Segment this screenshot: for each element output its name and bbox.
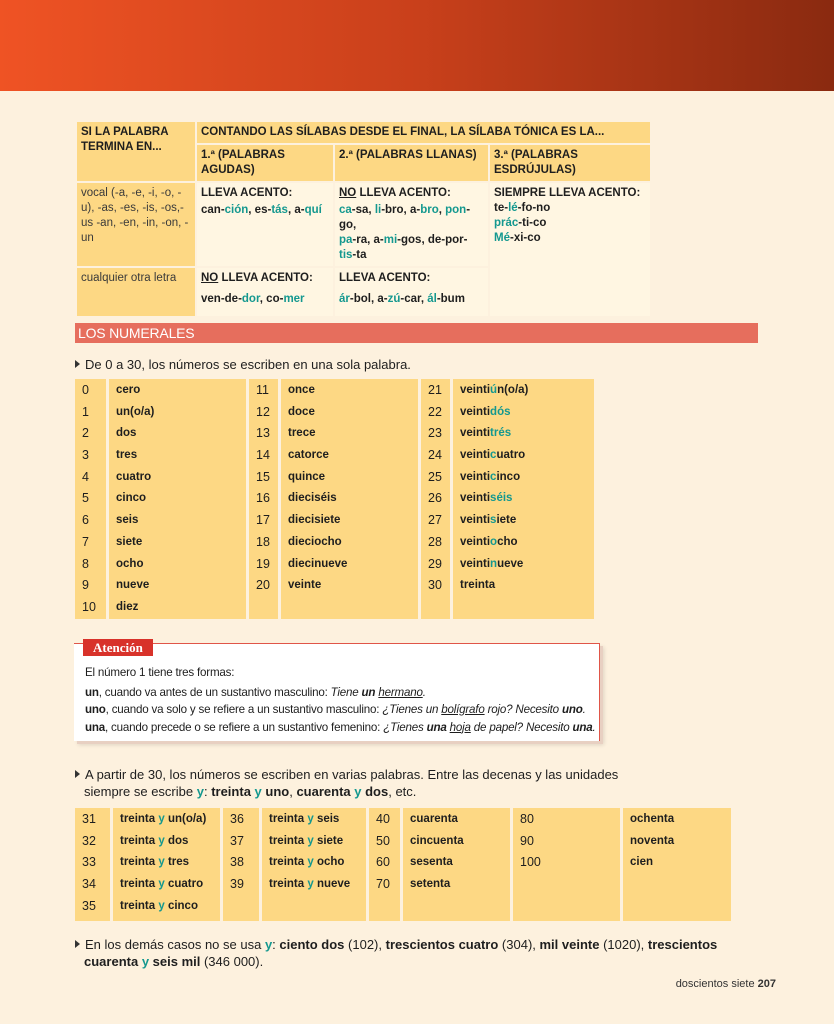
- number-word: doce: [288, 405, 315, 418]
- words-col-36-39: [262, 808, 366, 921]
- number-digit: 13: [256, 426, 270, 441]
- number-digit: 12: [256, 404, 270, 419]
- header-word-ending: SI LA PALABRA TERMINA EN...: [77, 122, 195, 181]
- bullet-text-line2: siempre se escribe y: treinta y uno, cuarenta y dos, etc.: [84, 784, 417, 799]
- rule-llanas-vowel: [339, 186, 484, 201]
- number-digit: 15: [256, 469, 270, 484]
- examples-llanas-vowel: ca-sa, li-bro, a-bro, pon-go, pa-ra, a-mi-gos, de-por-tis-ta: [339, 204, 471, 261]
- number-word: siete: [116, 535, 143, 548]
- number-digit: 80: [520, 812, 534, 826]
- bullet-other-cases: [75, 936, 717, 970]
- number-digit: 23: [428, 426, 442, 441]
- bullet-text: A partir de 30, los números se escriben en varias palabras. Entre las decenas y las unidades: [85, 767, 619, 782]
- number-digit: 34: [82, 877, 96, 892]
- number-word: sesenta: [410, 856, 453, 869]
- number-word: cien: [630, 856, 654, 869]
- numbers-col-36-39: [223, 808, 259, 921]
- number-word: treinta y seis: [269, 813, 340, 825]
- row-other-label: cualquier otra letra: [77, 268, 195, 316]
- bullet-text-line2: cuarenta y seis mil (346 000).: [84, 954, 264, 969]
- number-word: veinticuatro: [460, 449, 526, 462]
- number-word: veintiún(o/a): [460, 384, 529, 396]
- number-word: veintiséis: [460, 492, 513, 505]
- attention-intro: El número 1 tiene tres formas:: [85, 666, 235, 679]
- number-digit: 60: [376, 855, 390, 870]
- numbers-31-plus-grid: [75, 808, 731, 921]
- number-word: veinte: [288, 579, 322, 592]
- number-word: treinta y un(o/a): [120, 813, 207, 825]
- examples-llanas-other: ár-bol, a-zú-car, ál-bum: [339, 293, 465, 305]
- number-digit: 31: [82, 812, 96, 826]
- number-digit: 6: [82, 513, 89, 528]
- number-digit: 4: [82, 469, 89, 484]
- numbers-col-80-100: [513, 808, 620, 921]
- number-word: treinta y cinco: [120, 899, 198, 912]
- number-word: treinta y cuatro: [120, 878, 204, 891]
- header-main: CONTANDO LAS SÍLABAS DESDE EL FINAL, LA SÍLABA TÓNICA ES LA...: [197, 122, 650, 143]
- words-col-11-20: [281, 379, 418, 619]
- number-digit: 37: [230, 833, 244, 848]
- rule-llanas-other: LLEVA ACENTO:: [339, 272, 431, 284]
- attention-body: [85, 664, 596, 736]
- number-digit: 24: [428, 448, 442, 463]
- number-word: catorce: [288, 449, 329, 462]
- number-word: un(o/a): [116, 405, 155, 418]
- triangle-bullet-icon: [75, 360, 80, 368]
- number-digit: 28: [428, 534, 442, 549]
- header-agudas: 1.ª (PALABRAS AGUDAS): [197, 145, 333, 181]
- rule-agudas-other: [201, 271, 329, 286]
- number-word: cuarenta: [410, 813, 458, 825]
- number-word: veintiocho: [460, 535, 518, 548]
- stress-rules-table: [75, 120, 652, 318]
- number-digit: 19: [256, 556, 270, 571]
- numbers-col-40-70: [369, 808, 400, 921]
- number-word: veintinueve: [460, 557, 524, 570]
- number-digit: 10: [82, 599, 96, 614]
- number-word: diecisiete: [288, 514, 341, 527]
- triangle-bullet-icon: [75, 940, 80, 948]
- attention-tag: Atención: [83, 639, 153, 656]
- bullet-from-30: [75, 766, 618, 800]
- triangle-bullet-icon: [75, 770, 80, 778]
- number-word: cero: [116, 384, 141, 396]
- number-digit: 30: [428, 578, 442, 593]
- number-digit: 18: [256, 534, 270, 549]
- number-word: dieciséis: [288, 492, 337, 505]
- words-col-40-70: [403, 808, 510, 921]
- attention-box: [74, 640, 600, 741]
- number-digit: 8: [82, 556, 89, 571]
- number-digit: 2: [82, 426, 89, 441]
- number-word: treinta y tres: [120, 856, 190, 869]
- number-digit: 14: [256, 448, 270, 463]
- number-word: treinta y dos: [120, 834, 189, 847]
- number-word: quince: [288, 470, 326, 483]
- number-digit: 16: [256, 491, 270, 506]
- number-word: dieciocho: [288, 535, 342, 548]
- number-digit: 26: [428, 491, 442, 506]
- number-word: ocho: [116, 557, 144, 570]
- number-word: veintidós: [460, 405, 511, 418]
- cell-llanas-other: [335, 268, 488, 316]
- header-esdrujulas: 3.ª (PALABRAS ESDRÚJULAS): [490, 145, 650, 181]
- number-word: treinta y nueve: [269, 878, 351, 891]
- number-digit: 35: [82, 898, 96, 913]
- words-col-0-10: [109, 379, 246, 619]
- words-col-31-35: [113, 808, 220, 921]
- rule-no: NO: [339, 187, 357, 199]
- number-digit: 100: [520, 855, 541, 870]
- bullet-0-30: [75, 356, 411, 373]
- section-title: LOS NUMERALES: [75, 323, 758, 343]
- number-word: cincuenta: [410, 834, 464, 847]
- examples-esdrujulas: te-lé-fo-no prác-ti-co Mé-xi-co: [494, 202, 551, 244]
- number-digit: 22: [428, 404, 442, 419]
- number-digit: 21: [428, 383, 442, 397]
- page-footer: [676, 978, 776, 990]
- number-digit: 20: [256, 578, 270, 593]
- number-digit: 27: [428, 513, 442, 528]
- number-word: tres: [116, 449, 138, 462]
- number-digit: 50: [376, 833, 390, 848]
- number-digit: 36: [230, 812, 244, 826]
- number-word: treinta: [460, 579, 496, 592]
- number-word: veintitrés: [460, 427, 512, 440]
- words-col-21-30: [453, 379, 594, 619]
- row-vowel-label: vocal (-a, -e, -i, -o, -u), -as, -es, -is, -os,-us -an, -en, -in, -on, -un: [77, 183, 195, 266]
- cell-agudas-other: [197, 268, 333, 316]
- numbers-col-21-30: [421, 379, 450, 619]
- number-word: nueve: [116, 579, 150, 592]
- number-word: trece: [288, 427, 316, 440]
- numbers-col-0-10: [75, 379, 106, 619]
- rule-esdrujulas: SIEMPRE LLEVA ACENTO:: [494, 187, 641, 199]
- number-word: treinta y siete: [269, 834, 344, 847]
- number-word: noventa: [630, 834, 675, 847]
- number-digit: 70: [376, 877, 390, 892]
- number-word: diecinueve: [288, 557, 348, 570]
- number-word: diez: [116, 600, 139, 613]
- number-word: dos: [116, 427, 137, 440]
- cell-esdrujulas: [490, 183, 650, 316]
- number-digit: 40: [376, 812, 390, 826]
- cell-agudas-vowel: [197, 183, 333, 266]
- footer-text: doscientos siete: [675, 978, 755, 990]
- number-digit: 29: [428, 556, 442, 571]
- number-digit: 25: [428, 469, 442, 484]
- number-digit: 32: [82, 833, 96, 848]
- number-digit: 90: [520, 833, 534, 848]
- number-digit: 0: [82, 383, 89, 397]
- examples-agudas-other: ven-de-dor, co-mer: [201, 293, 305, 305]
- number-digit: 7: [82, 534, 89, 549]
- number-word: veintisiete: [460, 514, 517, 527]
- numbers-col-31-35: [75, 808, 110, 921]
- attention-line-un: un, cuando va antes de un sustantivo masculino: Tiene un hermano.: [85, 685, 426, 699]
- page-number: 207: [757, 978, 776, 990]
- numbers-0-30-grid: [75, 379, 594, 619]
- rule-rest: LLEVA ACENTO:: [356, 187, 451, 199]
- number-word: treinta y ocho: [269, 856, 345, 869]
- top-banner: [0, 0, 834, 91]
- header-llanas: 2.ª (PALABRAS LLANAS): [335, 145, 488, 181]
- number-word: veinticinco: [460, 470, 521, 483]
- number-word: ochenta: [630, 813, 675, 825]
- number-word: cinco: [116, 492, 147, 505]
- number-digit: 9: [82, 578, 89, 593]
- numbers-col-11-20: [249, 379, 278, 619]
- number-digit: 3: [82, 448, 89, 463]
- number-digit: 39: [230, 877, 244, 892]
- number-digit: 1: [82, 404, 89, 419]
- attention-line-una: una, cuando precede o se refiere a un sustantivo femenino: ¿Tienes una hoja de papel? Necesito una.: [85, 720, 596, 734]
- cell-llanas-vowel: [335, 183, 488, 266]
- words-col-80-100: [623, 808, 731, 921]
- number-digit: 17: [256, 513, 270, 528]
- number-digit: 38: [230, 855, 244, 870]
- number-word: cuatro: [116, 470, 152, 483]
- number-word: setenta: [410, 878, 451, 891]
- bullet-text: De 0 a 30, los números se escriben en una sola palabra.: [85, 357, 411, 372]
- rule-agudas-vowel: LLEVA ACENTO:: [201, 187, 293, 199]
- bullet-text-line1: En los demás casos no se usa y: ciento dos (102), trescientos cuatro (304), mil veinte (1020), trescientos: [75, 936, 717, 953]
- number-word: seis: [116, 514, 139, 527]
- number-word: once: [288, 384, 315, 396]
- rule-no: NO: [201, 272, 219, 284]
- attention-line-uno: uno, cuando va solo y se refiere a un sustantivo masculino: ¿Tienes un bolígrafo rojo? Necesito uno.: [85, 703, 586, 716]
- rule-rest: LLEVA ACENTO:: [218, 272, 313, 284]
- examples-agudas-vowel: can-ción, es-tás, a-quí: [201, 204, 322, 216]
- number-digit: 5: [82, 491, 89, 506]
- number-digit: 33: [82, 855, 96, 870]
- number-digit: 11: [256, 383, 269, 397]
